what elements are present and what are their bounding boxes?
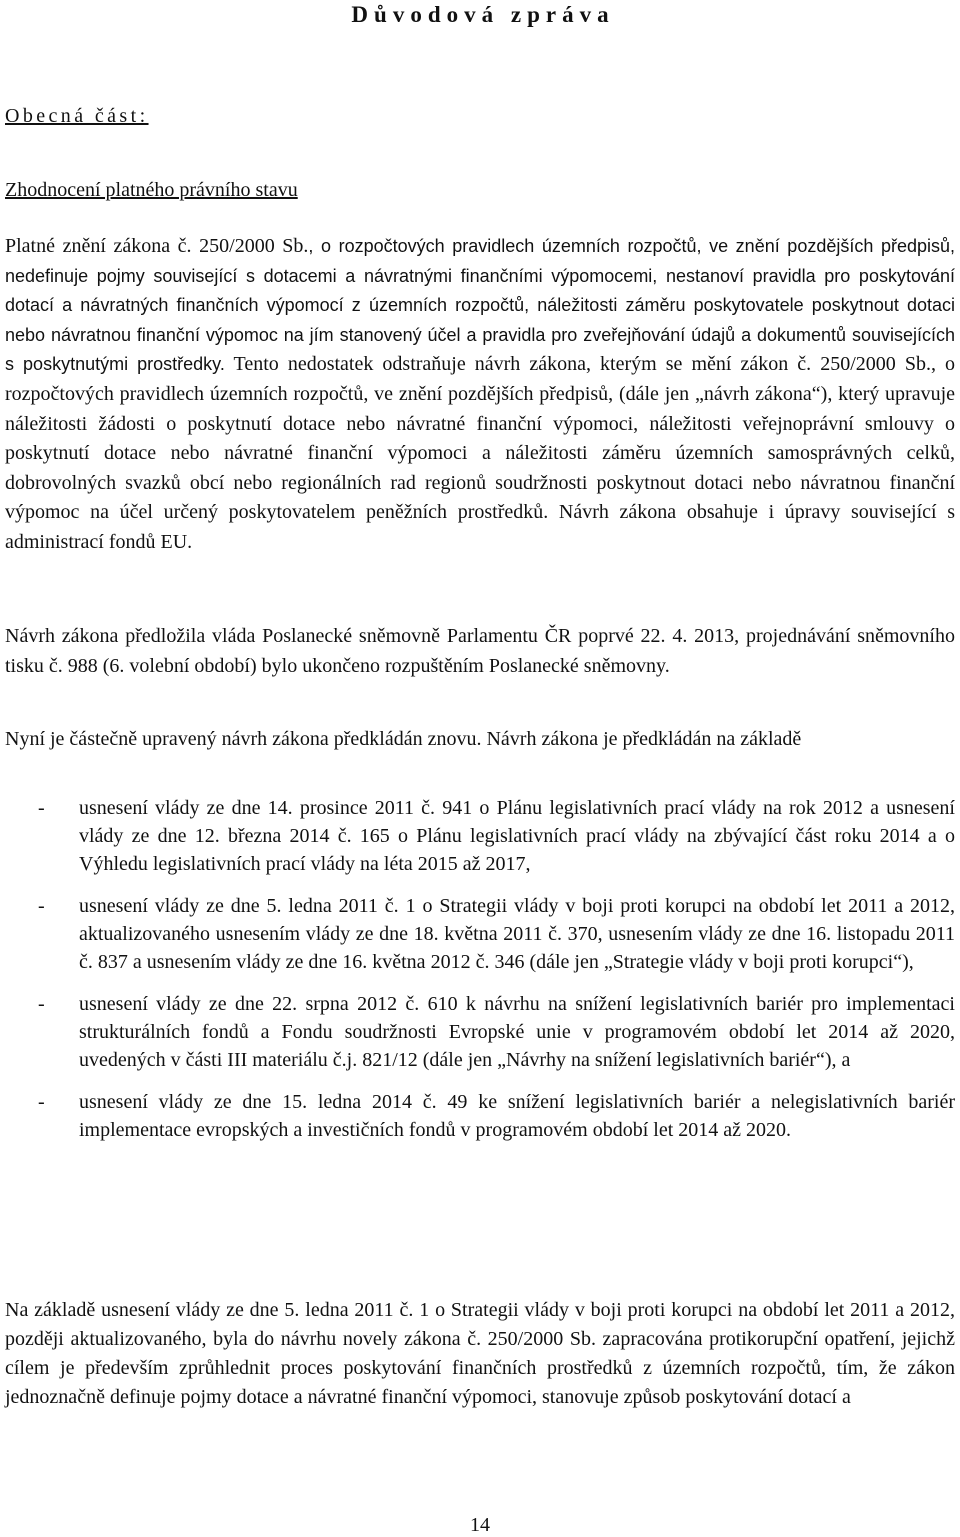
list-item-text: usnesení vlády ze dne 15. ledna 2014 č. 49 ke snížení legislativních bariér a nelegislativních bariér implementace evropských a investičních fondů v programovém období let 2014 až 2020.	[79, 1091, 955, 1141]
basis-paragraph: Na základě usnesení vlády ze dne 5. ledna 2011 č. 1 o Strategii vlády v boji proti korupci na období let 2011 a 2012, později aktualizovaného, byla do návrhu novely zákona č. 250/2000 Sb. zapracována protikorupční opatření, jejichž cílem je především zprůhlednit proces poskytování finančních prostředků z územních rozpočtů, tím, že zákon jednoznačně definuje pojmy dotace a návratné finanční výpomoci, stanovuje způsob poskytování dotací a	[5, 1299, 955, 1408]
list-item	[5, 990, 955, 1074]
document-title: Důvodová zpráva	[351, 2, 615, 27]
list-dash: -	[38, 895, 45, 917]
list-dash: -	[38, 993, 45, 1015]
intro-paragraph	[5, 232, 955, 558]
list-item-text: usnesení vlády ze dne 5. ledna 2011 č. 1 o Strategii vlády v boji proti korupci na období let 2011 a 2012, aktualizovaného usnesením vlády ze dne 18. května 2011 č. 370, usnesením vlády ze dne 16. listopadu 2011 č. 837 a usnesením vlády ze dne 16. května 2012 č. 346 (dále jen „Strategie vlády v boji proti korupci“),	[79, 895, 955, 973]
list-item	[5, 794, 955, 878]
submission-paragraph: Návrh zákona předložila vláda Poslanecké sněmovně Parlamentu ČR poprvé 22. 4. 2013, projednávání sněmovního tisku č. 988 (6. volební období) bylo ukončeno rozpuštěním Poslanecké sněmovny.	[5, 625, 955, 677]
list-dash: -	[38, 797, 45, 819]
intro-sans-text: , o rozpočtových pravidlech územních rozpočtů, ve znění pozdějších předpisů, nedefinuje pojmy související s dotacemi a návratnými finančními výpomocemi, nestanoví pravidla pro poskytování dotací a návratných finančních výpomocí z územních rozpočtů, náležitosti záměru poskytovatele poskytnout dotaci nebo návratnou finanční výpomoc na jím stanovený účel a pravidla pro zveřejňování údajů a dokumentů souvisejících s poskytnutými prostředky.	[5, 236, 955, 375]
list-item	[5, 892, 955, 976]
list-dash: -	[38, 1091, 45, 1113]
intro-rest: Tento nedostatek odstraňuje návrh zákona, kterým se mění zákon č. 250/2000 Sb., o rozpočtových pravidlech územních rozpočtů, ve znění pozdějších předpisů, (dále jen „návrh zákona“), který upravuje náležitosti žádosti o poskytnutí dotace nebo návratné finanční výpomoci, náležitosti veřejnoprávní smlouvy o poskytnutí dotace nebo návratné finanční výpomoci a náležitosti záměru územních samosprávných celků, dobrovolných svazků obcí nebo regionálních rad regionů soudržnosti poskytnout dotaci nebo návratnou finanční výpomoc na účel určený poskytovatelem peněžních prostředků. Návrh zákona obsahuje i úpravy související s administrací fondů EU.	[5, 353, 955, 553]
list-item	[5, 1088, 955, 1144]
list-item-text: usnesení vlády ze dne 14. prosince 2011 č. 941 o Plánu legislativních prací vlády na rok 2012 a usnesení vlády ze dne 12. března 2014 č. 165 o Plánu legislativních prací vlády na zbývající část roku 2014 a o Výhledu legislativních prací vlády na léta 2015 až 2017,	[79, 797, 955, 875]
list-item-text: usnesení vlády ze dne 22. srpna 2012 č. 610 k návrhu na snížení legislativních bariér pro implementaci strukturálních fondů a Fondu soudržnosti Evropské unie v programovém období let 2014 až 2020, uvedených v části III materiálu č.j. 821/12 (dále jen „Návrhy na snížení legislativních bariér“), a	[79, 993, 955, 1071]
subheading: Zhodnocení platného právního stavu	[5, 179, 298, 201]
page-number: 14	[470, 1514, 490, 1536]
intro-lead: Platné znění zákona č. 250/2000 Sb.	[5, 235, 309, 257]
section-heading: Obecná část:	[5, 105, 149, 127]
resolution-list	[5, 794, 955, 1158]
current-proposal-paragraph: Nyní je částečně upravený návrh zákona předkládán znovu. Návrh zákona je předkládán na základě	[5, 728, 802, 750]
